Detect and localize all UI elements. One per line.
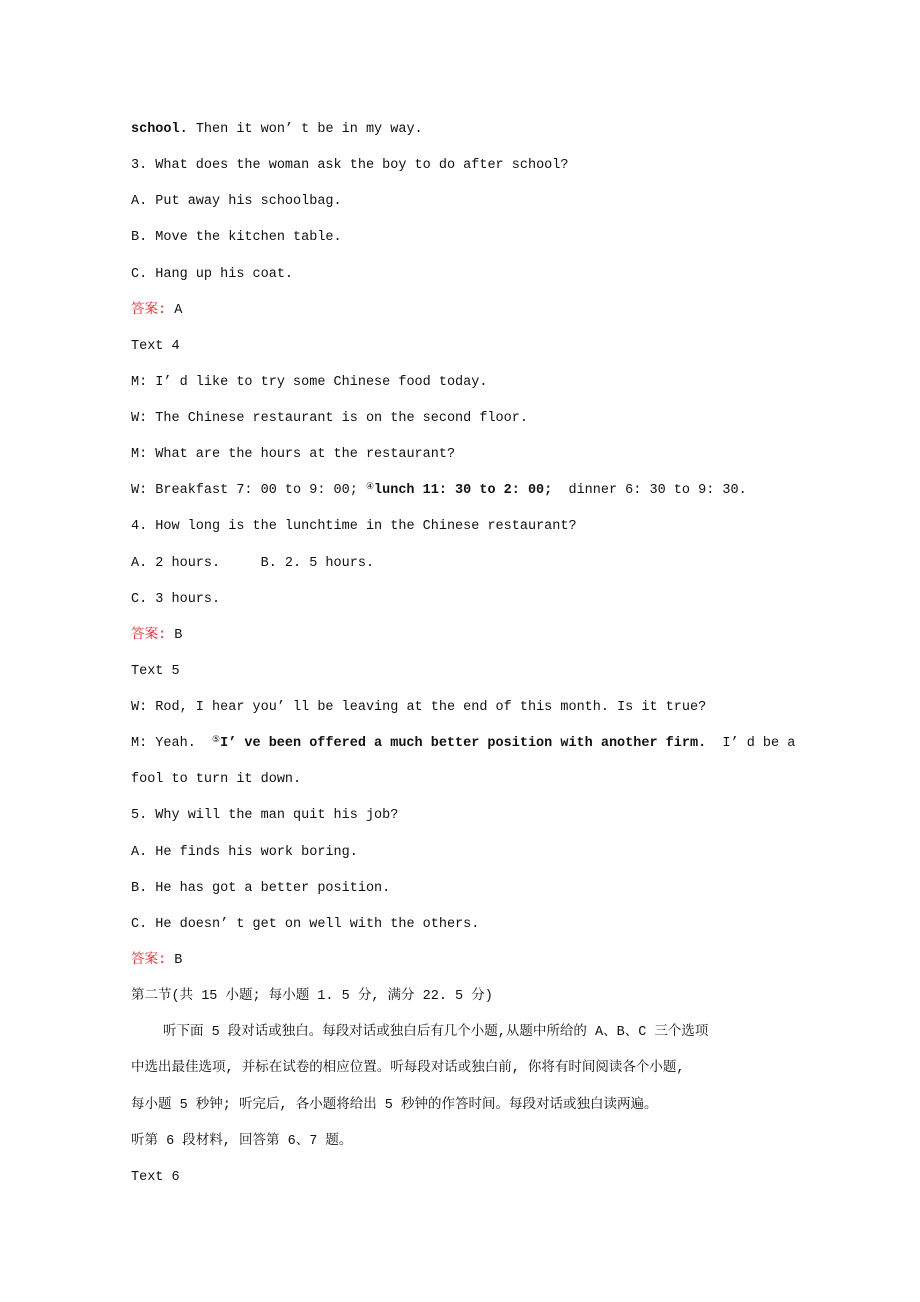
text-segment: Then it won’ t be in my way. xyxy=(187,122,423,137)
text-segment: A. He finds his work boring. xyxy=(131,844,358,860)
text-segment: C. 3 hours. xyxy=(131,591,221,607)
text-line xyxy=(131,1133,352,1151)
text-line xyxy=(131,518,577,536)
text-segment: 3. What does the woman ask the boy to do after school? xyxy=(131,158,569,174)
text-segment: A xyxy=(166,302,183,318)
text-segment: 每小题 5 秒钟; 听完后, 各小题将给出 5 秒钟的作答时间。每段对话或独白读两遍。 xyxy=(131,1097,658,1113)
text-line xyxy=(131,627,182,645)
text-line xyxy=(131,916,479,934)
key-sentence: school. xyxy=(131,122,188,137)
text-segment: B. Move the kitchen table. xyxy=(131,230,342,246)
text-segment: Text 4 xyxy=(131,338,180,354)
text-line xyxy=(131,591,220,609)
text-segment: Text 5 xyxy=(131,663,180,679)
text-line xyxy=(131,663,180,681)
text-line xyxy=(131,121,423,139)
text-line xyxy=(131,988,493,1006)
text-segment: 5. Why will the man quit his job? xyxy=(131,808,399,824)
text-line xyxy=(131,1169,180,1187)
text-segment: 听下面 5 段对话或独白。每段对话或独白后有几个小题,从题中所给的 A、B、C 三个选项 xyxy=(163,1025,709,1041)
text-line xyxy=(131,482,747,500)
text-line xyxy=(131,771,301,789)
text-line xyxy=(131,193,342,211)
key-sentence: I’ ve been offered a much better position with another firm. xyxy=(220,736,707,752)
answer-label: 答案: xyxy=(131,627,167,643)
text-line xyxy=(131,338,180,356)
text-segment: C. He doesn’ t get on well with the others. xyxy=(131,916,480,932)
text-segment: 中选出最佳选项, 并标在试卷的相应位置。听每段对话或独白前, 你将有时间阅读各个小题, xyxy=(131,1061,685,1077)
text-segment: B xyxy=(166,952,183,968)
text-segment: 4. How long is the lunchtime in the Chinese restaurant? xyxy=(131,519,577,535)
answer-label: 答案: xyxy=(131,302,167,318)
text-segment: fool to turn it down. xyxy=(131,772,302,788)
text-line xyxy=(131,555,374,573)
text-segment: M: I’ d like to try some Chinese food today. xyxy=(131,374,488,390)
text-line xyxy=(131,229,342,247)
text-segment: W: The Chinese restaurant is on the second floor. xyxy=(131,411,528,427)
text-segment: 第二节(共 15 小题; 每小题 1. 5 分, 满分 22. 5 分) xyxy=(131,989,493,1005)
text-segment: B. He has got a better position. xyxy=(131,880,391,896)
text-segment: W: Breakfast 7: 00 to 9: 00; xyxy=(131,483,366,499)
text-line xyxy=(131,374,487,392)
text-line xyxy=(131,1097,658,1115)
text-line xyxy=(131,302,182,320)
answer-label: 答案: xyxy=(131,952,167,968)
text-line xyxy=(131,844,358,862)
key-sentence: lunch 11: 30 to 2: 00; xyxy=(374,483,553,499)
text-segment: A. 2 hours. B. 2. 5 hours. xyxy=(131,555,375,571)
text-segment: dinner 6: 30 to 9: 30. xyxy=(552,483,747,499)
text-segment: B xyxy=(166,627,183,643)
text-line xyxy=(131,1060,685,1078)
text-segment: W: Rod, I hear you’ ll be leaving at the end of this month. Is it true? xyxy=(131,700,707,716)
text-line xyxy=(131,880,390,898)
text-line xyxy=(131,807,398,825)
text-line xyxy=(131,410,528,428)
text-segment: 听第 6 段材料, 回答第 6、7 题。 xyxy=(131,1133,353,1149)
marker-number: ⑤ xyxy=(212,735,221,746)
marker-number: ④ xyxy=(365,482,375,493)
text-segment: M: What are the hours at the restaurant? xyxy=(131,447,456,463)
text-segment: I’ d be a xyxy=(706,736,796,752)
text-segment: Text 6 xyxy=(131,1169,180,1185)
text-line xyxy=(131,735,795,753)
text-line xyxy=(131,446,455,464)
text-segment: A. Put away his schoolbag. xyxy=(131,194,342,210)
text-line xyxy=(131,699,706,717)
text-segment: M: Yeah. xyxy=(131,736,213,752)
text-segment: C. Hang up his coat. xyxy=(131,266,294,282)
text-line xyxy=(131,952,182,970)
text-line xyxy=(131,266,293,284)
text-line xyxy=(131,157,568,175)
text-line xyxy=(163,1024,708,1042)
